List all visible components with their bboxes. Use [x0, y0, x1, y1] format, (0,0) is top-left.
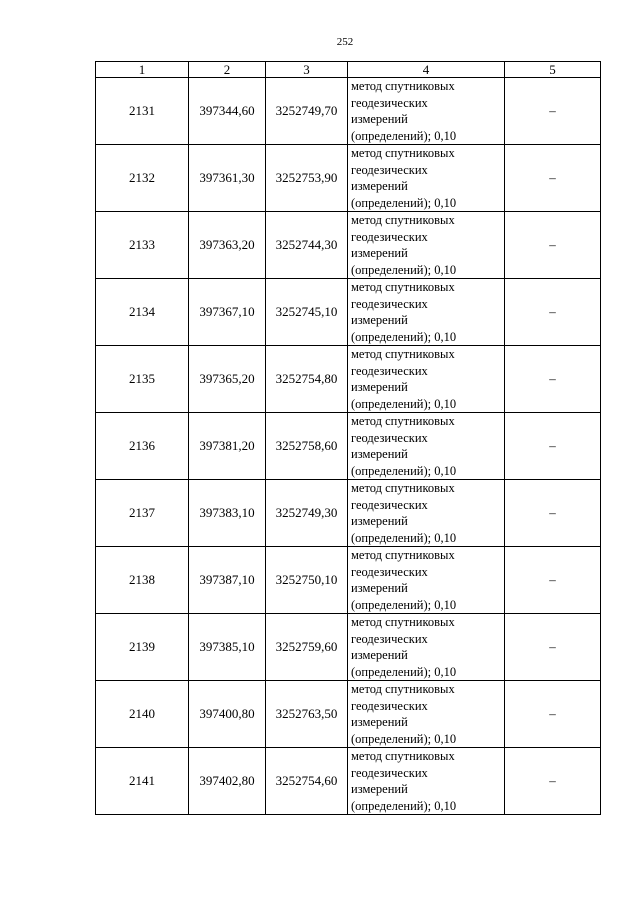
y-coordinate-cell: 3252763,50 [266, 681, 348, 748]
note-cell: – [505, 145, 601, 212]
method-text-line: измерений [351, 514, 408, 528]
y-coordinate-cell: 3252758,60 [266, 413, 348, 480]
method-text-line: геодезических [351, 631, 428, 646]
method-text-line: измерений [351, 380, 408, 394]
point-number-cell: 2135 [96, 346, 189, 413]
x-coordinate-cell: 397344,60 [189, 78, 266, 145]
note-cell: – [505, 413, 601, 480]
point-number-cell: 2139 [96, 614, 189, 681]
method-text-line: (определений); 0,10 [351, 329, 457, 344]
method-text-line: метод спутниковых [351, 280, 455, 294]
point-number-cell: 2134 [96, 279, 189, 346]
note-cell: – [505, 212, 601, 279]
note-cell: – [505, 279, 601, 346]
point-number-cell: 2133 [96, 212, 189, 279]
x-coordinate-cell: 397361,30 [189, 145, 266, 212]
point-number-cell: 2137 [96, 480, 189, 547]
method-text-line: (определений); 0,10 [351, 396, 457, 411]
table-row [96, 212, 601, 279]
point-number-cell: 2138 [96, 547, 189, 614]
method-cell [348, 145, 505, 212]
method-text-line: геодезических [351, 296, 428, 311]
method-text-line: измерений [351, 447, 408, 461]
method-text-line: геодезических [351, 765, 428, 780]
method-text-line: метод спутниковых [351, 682, 455, 696]
point-number-cell: 2140 [96, 681, 189, 748]
x-coordinate-cell: 397383,10 [189, 480, 266, 547]
table-row [96, 346, 601, 413]
column-header: 4 [348, 62, 505, 78]
y-coordinate-cell: 3252749,70 [266, 78, 348, 145]
method-text-line: (определений); 0,10 [351, 664, 457, 679]
method-text-line: (определений); 0,10 [351, 798, 457, 813]
method-text-line: измерений [351, 782, 408, 796]
method-text-line: метод спутниковых [351, 146, 455, 160]
y-coordinate-cell: 3252759,60 [266, 614, 348, 681]
y-coordinate-cell: 3252745,10 [266, 279, 348, 346]
page-number: 252 [336, 36, 354, 48]
table-header-row [96, 62, 601, 78]
method-text-line: (определений); 0,10 [351, 731, 457, 746]
x-coordinate-cell: 397367,10 [189, 279, 266, 346]
x-coordinate-cell: 397402,80 [189, 748, 266, 815]
column-header: 2 [189, 62, 266, 78]
method-text-line: (определений); 0,10 [351, 597, 457, 612]
y-coordinate-cell: 3252744,30 [266, 212, 348, 279]
method-text-line: метод спутниковых [351, 481, 455, 495]
method-text-line: метод спутниковых [351, 615, 455, 629]
note-cell: – [505, 614, 601, 681]
note-cell: – [505, 346, 601, 413]
method-cell [348, 480, 505, 547]
method-cell [348, 78, 505, 145]
method-text-line: метод спутниковых [351, 414, 455, 428]
x-coordinate-cell: 397363,20 [189, 212, 266, 279]
note-cell: – [505, 681, 601, 748]
x-coordinate-cell: 397365,20 [189, 346, 266, 413]
x-coordinate-cell: 397387,10 [189, 547, 266, 614]
method-text-line: измерений [351, 246, 408, 260]
method-text-line: метод спутниковых [351, 213, 455, 227]
method-text-line: измерений [351, 313, 408, 327]
method-text-line: геодезических [351, 162, 428, 177]
method-text-line: (определений); 0,10 [351, 195, 457, 210]
method-text-line: геодезических [351, 95, 428, 110]
y-coordinate-cell: 3252754,60 [266, 748, 348, 815]
x-coordinate-cell: 397385,10 [189, 614, 266, 681]
method-text-line: геодезических [351, 497, 428, 512]
table-body [96, 78, 601, 815]
method-text-line: геодезических [351, 430, 428, 445]
note-cell: – [505, 547, 601, 614]
column-header: 3 [266, 62, 348, 78]
method-text-line: измерений [351, 715, 408, 729]
method-text-line: геодезических [351, 698, 428, 713]
method-text-line: (определений); 0,10 [351, 530, 457, 545]
y-coordinate-cell: 3252749,30 [266, 480, 348, 547]
method-text-line: геодезических [351, 564, 428, 579]
note-cell: – [505, 480, 601, 547]
table-row [96, 413, 601, 480]
y-coordinate-cell: 3252754,80 [266, 346, 348, 413]
table-row [96, 681, 601, 748]
method-text-line: геодезических [351, 363, 428, 378]
note-cell: – [505, 748, 601, 815]
method-text-line: измерений [351, 179, 408, 193]
method-text-line: метод спутниковых [351, 79, 455, 93]
coordinates-table [95, 61, 601, 815]
method-text-line: измерений [351, 581, 408, 595]
table-row [96, 547, 601, 614]
table-row [96, 145, 601, 212]
method-text-line: (определений); 0,10 [351, 262, 457, 277]
column-header: 5 [505, 62, 601, 78]
table-row [96, 480, 601, 547]
method-text-line: метод спутниковых [351, 548, 455, 562]
method-cell [348, 279, 505, 346]
method-cell [348, 346, 505, 413]
column-header: 1 [96, 62, 189, 78]
method-cell [348, 547, 505, 614]
method-text-line: измерений [351, 112, 408, 126]
method-text-line: метод спутниковых [351, 347, 455, 361]
method-text-line: метод спутниковых [351, 749, 455, 763]
method-cell [348, 748, 505, 815]
point-number-cell: 2136 [96, 413, 189, 480]
method-text-line: (определений); 0,10 [351, 128, 457, 143]
method-cell [348, 614, 505, 681]
note-cell: – [505, 78, 601, 145]
y-coordinate-cell: 3252750,10 [266, 547, 348, 614]
method-cell [348, 212, 505, 279]
method-text-line: геодезических [351, 229, 428, 244]
table-row [96, 614, 601, 681]
method-cell [348, 681, 505, 748]
point-number-cell: 2141 [96, 748, 189, 815]
table-row [96, 748, 601, 815]
point-number-cell: 2131 [96, 78, 189, 145]
method-text-line: (определений); 0,10 [351, 463, 457, 478]
method-cell [348, 413, 505, 480]
table-row [96, 279, 601, 346]
method-text-line: измерений [351, 648, 408, 662]
x-coordinate-cell: 397381,20 [189, 413, 266, 480]
x-coordinate-cell: 397400,80 [189, 681, 266, 748]
y-coordinate-cell: 3252753,90 [266, 145, 348, 212]
table-row [96, 78, 601, 145]
point-number-cell: 2132 [96, 145, 189, 212]
